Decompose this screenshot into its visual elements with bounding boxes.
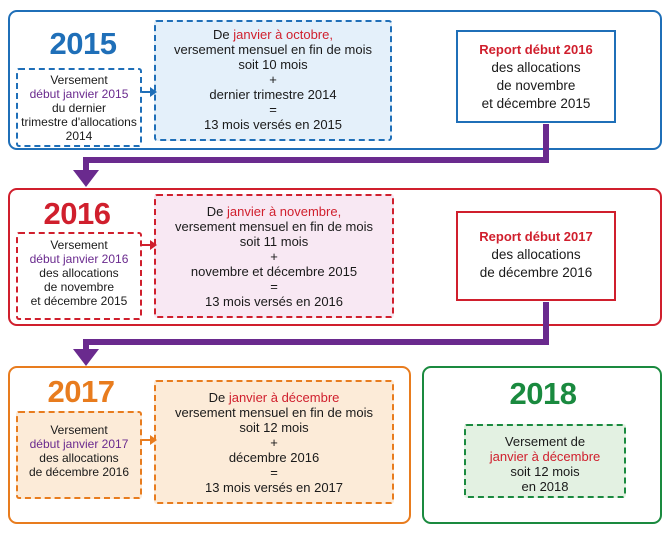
calc-2016-plus: + [270, 249, 278, 264]
carry-arrow-2016-to-2017 [86, 302, 546, 352]
calc-2017-line2: versement mensuel en fin de mois [175, 405, 373, 420]
calc-2016-period: janvier à novembre, [227, 204, 342, 219]
payment-2017-line1: Versement [50, 423, 108, 437]
calc-2017-line3: soit 12 mois [239, 420, 309, 435]
payment-2015-line1: Versement [50, 73, 108, 87]
payment-2015-line2: début janvier 2015 [29, 87, 129, 101]
payment-2016-line4: de novembre [43, 280, 115, 294]
arrow-2016-head [150, 240, 157, 250]
payment-2016-line5: et décembre 2015 [30, 294, 128, 308]
carry-arrowhead-2017 [73, 349, 99, 366]
calc-2015-plus: + [269, 72, 277, 87]
year-2017-heading: 2017 [47, 374, 115, 409]
payment-2015-line5: 2014 [65, 129, 93, 143]
payment-2017-line2: début janvier 2017 [29, 437, 129, 451]
calc-2015-line2: versement mensuel en fin de mois [174, 42, 372, 57]
calc-2015-line5: dernier trimestre 2014 [209, 87, 337, 102]
carry-arrowhead-2016 [73, 170, 99, 187]
report-2016-line3: de novembre [496, 78, 576, 93]
calc-2017-period: janvier à décembre [228, 390, 340, 405]
report-2017-title: Report début 2017 [479, 229, 593, 244]
carry-arrow-2015-to-2016 [86, 124, 546, 172]
calc-2016-equals: = [270, 279, 278, 294]
report-2016-line4: et décembre 2015 [481, 96, 591, 111]
calc-2016-total: 13 mois versés en 2016 [204, 294, 344, 309]
payment-2018-line1: Versement de [504, 434, 586, 449]
report-2016-title: Report début 2016 [479, 42, 593, 57]
calc-2016-line3: soit 11 mois [239, 234, 309, 249]
year-2015-heading: 2015 [49, 26, 117, 61]
calc-2017-line1: De janvier à décembre [208, 390, 340, 405]
payment-2018-period: janvier à décembre [489, 449, 601, 464]
calc-2015-period: janvier à octobre, [233, 27, 333, 42]
payment-2018-line4: en 2018 [521, 479, 569, 494]
payment-2016-line3: des allocations [39, 266, 119, 280]
calc-2016-line5: novembre et décembre 2015 [190, 264, 358, 279]
payment-2017-line3: des allocations [39, 451, 119, 465]
report-2017-line2: des allocations [491, 247, 581, 262]
arrow-2017-head [150, 435, 157, 445]
calc-2016-line2: versement mensuel en fin de mois [175, 219, 373, 234]
calc-2017-equals: = [270, 465, 278, 480]
year-2016-heading: 2016 [43, 196, 111, 231]
calc-2015-line1: De janvier à octobre, [213, 27, 333, 42]
payment-2016-line1: Versement [50, 238, 108, 252]
report-2016-line2: des allocations [491, 60, 581, 75]
payment-2017-line4: de décembre 2016 [28, 465, 130, 479]
calc-2017-total: 13 mois versés en 2017 [204, 480, 344, 495]
calc-2015-total: 13 mois versés en 2015 [203, 117, 343, 132]
calc-2015-line3: soit 10 mois [238, 57, 308, 72]
report-2017-line3: de décembre 2016 [479, 265, 593, 280]
arrow-2015-head [150, 87, 157, 97]
calc-2017-plus: + [270, 435, 278, 450]
year-2018-heading: 2018 [509, 376, 577, 411]
calc-2016-line1: De janvier à novembre, [206, 204, 342, 219]
calc-2017-line5: décembre 2016 [228, 450, 320, 465]
calc-2015-equals: = [269, 102, 277, 117]
payment-2015-line4: trimestre d'allocations [21, 115, 137, 129]
payment-2015-line3: du dernier [51, 101, 107, 115]
payment-2018-line3: soit 12 mois [510, 464, 580, 479]
payment-2016-line2: début janvier 2016 [29, 252, 129, 266]
